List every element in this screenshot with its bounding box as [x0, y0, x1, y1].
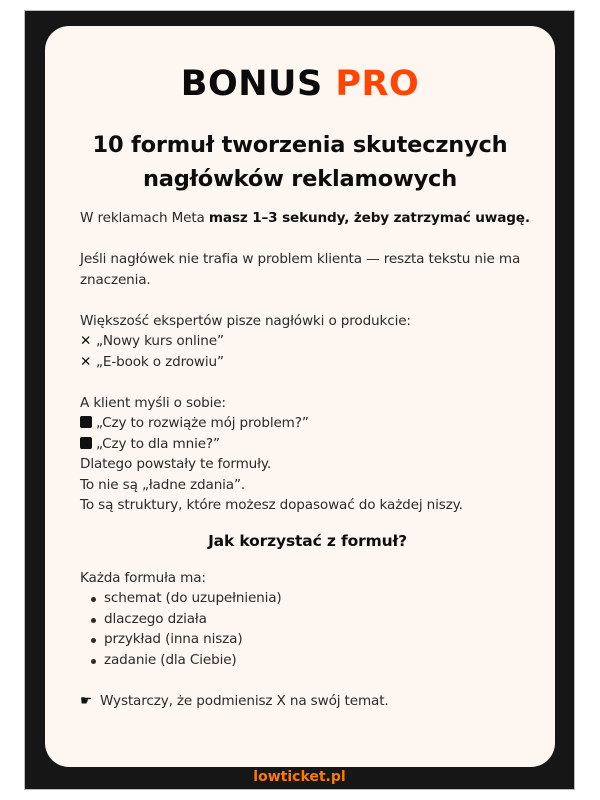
- list-item: schemat (do uzupełnienia): [104, 588, 535, 609]
- pointing-hand-icon: ☛: [80, 692, 93, 709]
- client-thought: [80, 413, 535, 434]
- intro-bold-text: masz 1–3 sekundy, żeby zatrzymać uwagę.: [208, 210, 530, 226]
- tip-line: [80, 691, 535, 712]
- client-thought-text: „Czy to rozwiąże mój problem?”: [96, 415, 309, 431]
- client-paragraph: A klient myśli o sobie:: [80, 394, 226, 411]
- list-item: dlaczego działa: [104, 609, 535, 630]
- closing-line: To nie są „ładne zdania”.: [80, 476, 246, 493]
- client-thought: [80, 434, 535, 455]
- problem-paragraph: Jeśli nagłówek nie trafia w problem klienta — reszta tekstu nie ma znaczenia.: [80, 251, 521, 288]
- intro-text: W reklamach Meta: [80, 210, 209, 226]
- brand-main: BONUS: [180, 64, 323, 104]
- footer-logo[interactable]: lowticket.pl: [253, 769, 346, 785]
- list-item: zadanie (dla Ciebie): [104, 650, 535, 671]
- black-square-icon: [80, 437, 92, 449]
- cross-mark-icon: ✕: [80, 353, 92, 370]
- page-title: [45, 128, 555, 196]
- formula-parts-list: [80, 588, 535, 670]
- cross-mark-icon: ✕: [80, 333, 92, 349]
- brand-title: [45, 64, 555, 104]
- wrong-example-text: „E-book o zdrowiu”: [96, 353, 224, 370]
- wrong-example: [80, 331, 535, 352]
- formula-lead: Każda formuła ma:: [80, 569, 206, 586]
- page-frame: [25, 11, 574, 789]
- closing-line: To są struktury, które możesz dopasować do każdej niszy.: [80, 497, 463, 513]
- list-item: przykład (inna nisza): [104, 629, 535, 650]
- title-line-2: nagłówków reklamowych: [142, 166, 458, 192]
- wrong-example: [80, 352, 535, 373]
- section-heading: Jak korzystać z formuł?: [208, 531, 407, 550]
- intro-paragraph: [80, 208, 535, 229]
- content-card: [45, 26, 555, 767]
- tip-text: Wystarczy, że podmienisz X na swój temat.: [100, 692, 389, 709]
- closing-line: Dlatego powstały te formuły.: [80, 456, 271, 472]
- title-line-1: 10 formuł tworzenia skutecznych: [92, 132, 508, 158]
- brand-accent: PRO: [335, 64, 420, 104]
- experts-paragraph: Większość ekspertów pisze nagłówki o produkcie:: [80, 312, 411, 329]
- black-square-icon: [80, 416, 92, 428]
- wrong-example-text: „Nowy kurs online”: [96, 333, 224, 349]
- client-thought-text: „Czy to dla mnie?”: [96, 435, 220, 452]
- body-content: [80, 208, 535, 711]
